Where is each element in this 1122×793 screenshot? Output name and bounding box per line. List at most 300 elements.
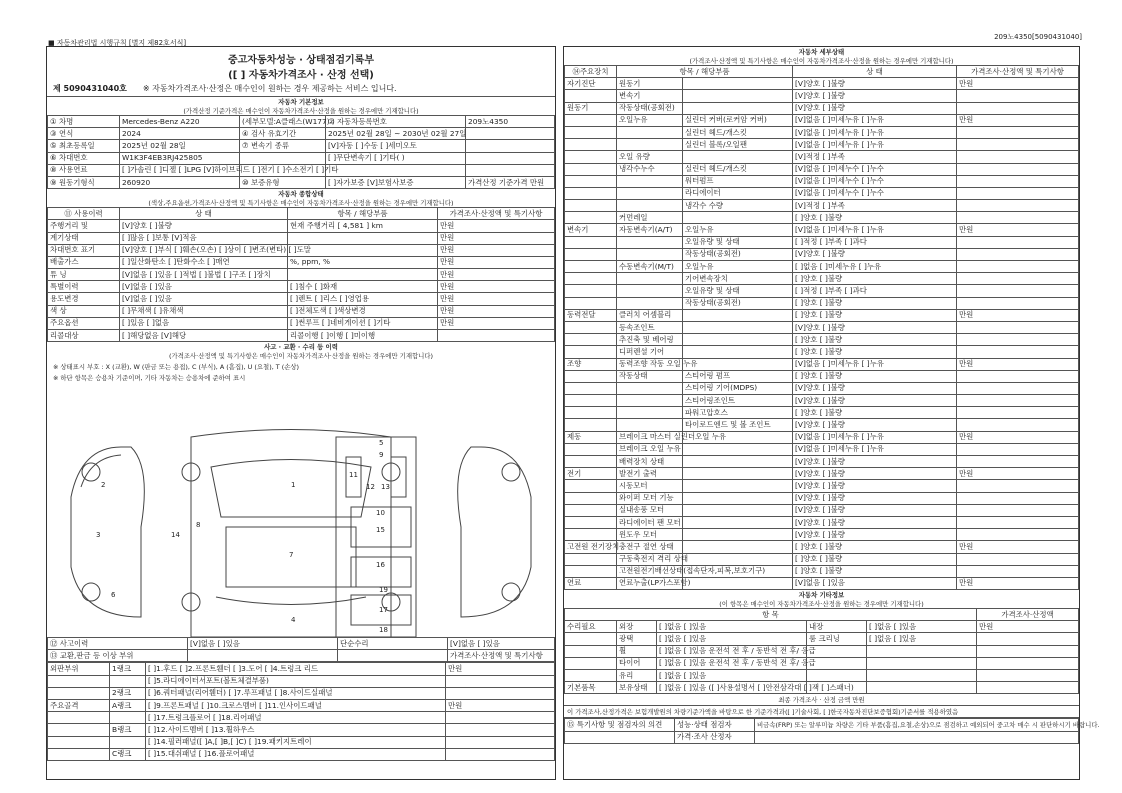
other-header-cell: 항 목 xyxy=(565,609,977,621)
summary-row-cell: 배출가스 xyxy=(48,256,120,268)
detail-row xyxy=(565,139,1079,151)
detail-row-cell: 스티어링 펌프 xyxy=(683,370,793,382)
detail-row-cell xyxy=(957,261,1079,273)
other-info-row-cell xyxy=(807,670,867,682)
summary-header-cell: 가격조사·산정액 및 특기사항 xyxy=(438,208,555,220)
parts-row-cell: C랭크 xyxy=(110,748,146,760)
parts-row xyxy=(48,663,555,675)
detail-row-cell xyxy=(617,297,683,309)
basic-info-row-cell: 209노4350 xyxy=(466,116,555,128)
document-number: 제 5090431040호 xyxy=(53,84,127,93)
detail-row xyxy=(565,285,1079,297)
form-subtitle: ([ ] 자동차가격조사 · 산정 선택) xyxy=(228,70,374,81)
detail-row xyxy=(565,529,1079,541)
other-header-cell: 가격조사·산정액 xyxy=(977,609,1079,621)
basic-info-row xyxy=(48,116,555,128)
diagram-label-15: 15 xyxy=(376,526,385,534)
summary-row-cell: [ ]침수 [ ]화재 xyxy=(288,281,438,293)
summary-row-cell: 만원 xyxy=(438,269,555,281)
detail-row-cell xyxy=(565,261,617,273)
parts-row xyxy=(48,699,555,711)
detail-row-cell: 기어변속장치 xyxy=(683,273,793,285)
detail-row-cell xyxy=(683,492,793,504)
basic-info-note: (가격산정 기준가격은 매수인이 자동차가격조사·산정을 원하는 경우에만 기재합니다) xyxy=(183,107,419,115)
summary-row-cell: 리콜이행 [ ]이행 [ ]미이행 xyxy=(288,330,438,342)
detail-row xyxy=(565,200,1079,212)
basic-info-row-cell: ② 자동차등록번호 xyxy=(326,116,466,128)
basic-info-row-cell: ⑧ 사용연료 xyxy=(48,164,120,176)
parts-row-cell xyxy=(48,736,110,748)
detail-row-cell xyxy=(957,407,1079,419)
summary-row-cell: 만원 xyxy=(438,281,555,293)
detail-row-cell: 만원 xyxy=(957,431,1079,443)
detail-row-cell xyxy=(957,236,1079,248)
detail-row xyxy=(565,565,1079,577)
other-info-row-cell xyxy=(977,682,1079,694)
summary-row-cell: [ ]일산화탄소 [ ]탄화수소 [ ]매연 xyxy=(120,256,288,268)
detail-row-cell: [V]없음 [ ]미세누유 [ ]누유 xyxy=(793,431,957,443)
detail-row-cell: [ ]적정 [ ]부족 [ ]과다 xyxy=(793,236,957,248)
diagram-label-6: 6 xyxy=(111,591,116,599)
detail-row-cell: 발전기 출력 xyxy=(617,468,683,480)
detail-row xyxy=(565,297,1079,309)
detail-row-cell xyxy=(957,102,1079,114)
detail-row-cell: [ ]양호 [ ]불량 xyxy=(793,370,957,382)
summary-header-row xyxy=(48,208,555,220)
detail-row-cell xyxy=(617,236,683,248)
detail-row-cell: [V]양호 [ ]불량 xyxy=(793,78,957,90)
detail-row-cell: [ ]양호 [ ]불량 xyxy=(793,334,957,346)
left-panel xyxy=(46,46,556,780)
diagram-label-5: 5 xyxy=(379,439,384,447)
detail-row xyxy=(565,504,1079,516)
other-info-row-cell: 유리 xyxy=(617,670,657,682)
basic-info-row-cell: [V]자동 [ ]수동 [ ]세미오토 xyxy=(326,140,466,152)
opinion-role: 가격·조사 산정자 xyxy=(675,731,755,743)
detail-row-cell xyxy=(957,321,1079,333)
other-info-row-cell: 외장 xyxy=(617,621,657,633)
detail-row-cell xyxy=(617,273,683,285)
parts-row-cell xyxy=(446,687,555,699)
basic-info-row-cell: 260920 xyxy=(120,176,240,188)
detail-row xyxy=(565,90,1079,102)
detail-row xyxy=(565,480,1079,492)
accident-row-cell: 단순수리 xyxy=(338,638,448,650)
detail-row-cell xyxy=(565,285,617,297)
detail-row-cell: [ ]양호 [ ]불량 xyxy=(793,407,957,419)
detail-row xyxy=(565,516,1079,528)
parts-table xyxy=(47,662,555,761)
detail-row-cell xyxy=(683,577,793,589)
summary-row-cell: 리콜대상 xyxy=(48,330,120,342)
parts-row-cell xyxy=(110,736,146,748)
other-info-row-cell xyxy=(565,645,617,657)
other-info-row-cell: 기본품목 xyxy=(565,682,617,694)
basic-info-row-cell xyxy=(466,140,555,152)
detail-row-cell xyxy=(683,553,793,565)
summary-row-cell xyxy=(288,232,438,244)
summary-row-cell: 만원 xyxy=(438,232,555,244)
detail-row-cell xyxy=(617,382,683,394)
detail-row-cell: [V]양호 [ ]불량 xyxy=(793,492,957,504)
basic-info-row-cell: 가격산정 기준가격 만원 xyxy=(466,176,555,188)
parts-row xyxy=(48,748,555,760)
basic-info-row-cell: ③ 연식 xyxy=(48,128,120,140)
detail-row-cell xyxy=(565,480,617,492)
detail-row-cell xyxy=(565,504,617,516)
detail-row-cell: 디퍼렌셜 기어 xyxy=(617,346,683,358)
other-info-row-cell: [ ]없음 [ ]있음 운전석 전 후 / 동반석 전 후/ 응급 xyxy=(657,645,807,657)
detail-row-cell xyxy=(683,456,793,468)
detail-row-cell: 스티어링 기어(MDPS) xyxy=(683,382,793,394)
basic-info-row-cell: 2025년 02월 28일 ~ 2030년 02월 27일 xyxy=(326,128,466,140)
detail-row-cell: 윈도우 모터 xyxy=(617,529,683,541)
diagram-label-7: 7 xyxy=(289,551,294,559)
detail-row-cell: 브레이크 오일 누유 xyxy=(617,443,683,455)
detail-row-cell: [ ]양호 [ ]불량 xyxy=(793,297,957,309)
detail-row-cell: 실린더 헤드/개스킷 xyxy=(683,126,793,138)
accident-row-cell: ⑫ 사고이력 xyxy=(48,638,188,650)
summary-row-cell: 주요옵션 xyxy=(48,317,120,329)
other-info-row-cell xyxy=(867,682,977,694)
detail-row xyxy=(565,78,1079,90)
accident-row-cell xyxy=(188,650,338,662)
detail-row-cell xyxy=(565,236,617,248)
detail-row-cell: [V]없음 [ ]미세누수 [ ]누수 xyxy=(793,187,957,199)
summary-row-cell: [ ]썬루프 [ ]네비게이션 [ ]기타 xyxy=(288,317,438,329)
detail-row xyxy=(565,431,1079,443)
basic-info-row-cell: ⑥ 차대번호 xyxy=(48,152,120,164)
detail-row-cell xyxy=(565,382,617,394)
other-info-row-cell: 수리필요 xyxy=(565,621,617,633)
opinion-label: ⑮ 특기사항 및 점검자의 의견 xyxy=(565,719,675,731)
detail-row-cell: 오일 유량 xyxy=(617,151,683,163)
parts-row-cell: 1랭크 xyxy=(110,663,146,675)
detail-row-cell xyxy=(565,346,617,358)
detail-row-cell xyxy=(957,273,1079,285)
detail-row xyxy=(565,224,1079,236)
detail-row-cell: 스티어링조인트 xyxy=(683,395,793,407)
summary-row-cell: [ ]있음 [ ]없음 xyxy=(120,317,288,329)
detail-note: (가격조사·산정액 및 특기사항은 매수인이 자동차가격조사·산정을 원하는 경우에만 기재합니다) xyxy=(689,57,954,65)
basic-info-row xyxy=(48,152,555,164)
diagram-label-8: 8 xyxy=(196,521,201,529)
detail-row xyxy=(565,151,1079,163)
detail-row-cell: [V]적정 [ ]부족 xyxy=(793,151,957,163)
basic-info-row-cell: ⑤ 최초등록일 xyxy=(48,140,120,152)
other-info-note: (이 항목은 매수인이 자동차가격조사·산정을 원하는 경우에만 기재합니다) xyxy=(719,600,924,609)
detail-row-cell xyxy=(957,139,1079,151)
detail-row-cell: 구동축전지 격리 상태 xyxy=(617,553,683,565)
detail-row-cell: 냉각수 수량 xyxy=(683,200,793,212)
detail-row-cell: [V]양호 [ ]불량 xyxy=(793,382,957,394)
detail-row-cell xyxy=(683,346,793,358)
basic-info-row-cell: ① 차명 xyxy=(48,116,120,128)
detail-row-cell xyxy=(565,395,617,407)
summary-row xyxy=(48,269,555,281)
parts-row-cell: [ ]15.대쉬패널 [ ]16.플로어패널 xyxy=(146,748,446,760)
detail-row-cell: [ ]양호 [ ]불량 xyxy=(793,553,957,565)
parts-row-cell: 만원 xyxy=(446,699,555,711)
detail-row-cell: 추진축 및 베어링 xyxy=(617,334,683,346)
detail-row-cell xyxy=(565,419,617,431)
detail-row-cell: 오일누유 xyxy=(617,114,683,126)
parts-row-cell xyxy=(110,712,146,724)
detail-row-cell xyxy=(565,139,617,151)
summary-row-cell: [ ]렌트 [ ]리스 [ ]영업용 xyxy=(288,293,438,305)
summary-row-cell: [ ]많음 [ ]보통 [V]적음 xyxy=(120,232,288,244)
detail-row-cell: 만원 xyxy=(957,541,1079,553)
summary-row-cell: 차대번호 표기 xyxy=(48,244,120,256)
detail-row-cell xyxy=(565,516,617,528)
detail-row-cell xyxy=(617,395,683,407)
detail-row-cell xyxy=(957,212,1079,224)
detail-row-cell: [V]양호 [ ]불량 xyxy=(793,395,957,407)
detail-row-cell xyxy=(617,407,683,419)
parts-row xyxy=(48,687,555,699)
parts-row-cell xyxy=(446,712,555,724)
other-info-row-cell xyxy=(867,670,977,682)
summary-row-cell: [ ]무채색 [ ]유채색 xyxy=(120,305,288,317)
detail-row-cell: 실내송풍 모터 xyxy=(617,504,683,516)
detail-row-cell: 만원 xyxy=(957,577,1079,589)
other-info-row xyxy=(565,621,1079,633)
detail-row-cell: [V]없음 [ ]미세누유 [ ]누유 xyxy=(793,139,957,151)
detail-row-cell: 만원 xyxy=(957,78,1079,90)
detail-row-cell xyxy=(957,492,1079,504)
detail-row-cell: 전기 xyxy=(565,468,617,480)
other-info-table xyxy=(564,608,1079,694)
detail-row-cell xyxy=(683,334,793,346)
form-title: 중고자동차성능 · 상태점검기록부 xyxy=(227,55,374,66)
parts-row-cell: A랭크 xyxy=(110,699,146,711)
detail-row-cell xyxy=(957,553,1079,565)
detail-row-cell xyxy=(957,382,1079,394)
detail-row-cell xyxy=(683,480,793,492)
detail-row-cell: [V]없음 [ ]미세누수 [ ]누수 xyxy=(793,163,957,175)
other-info-row xyxy=(565,645,1079,657)
detail-row-cell xyxy=(957,163,1079,175)
detail-row xyxy=(565,163,1079,175)
detail-row xyxy=(565,358,1079,370)
detail-row-cell: [ ]없음 [ ]미세누유 [ ]누유 xyxy=(793,261,957,273)
other-info-title: 자동차 기타정보 xyxy=(564,590,1079,599)
detail-row-cell xyxy=(683,529,793,541)
parts-row-cell: [ ]5.라디에이터서포트(볼트체결부품) xyxy=(146,675,446,687)
detail-row-cell: 워터펌프 xyxy=(683,175,793,187)
detail-row-cell xyxy=(617,175,683,187)
detail-row-cell xyxy=(565,334,617,346)
detail-row-cell: [V]양호 [ ]불량 xyxy=(793,504,957,516)
summary-title: 자동차 종합상태 xyxy=(47,189,555,198)
summary-row-cell: [V]양호 [ ]부식 [ ]훼손(오손) [ ]상이 [ ]변조(변타) [ ]도말 xyxy=(120,244,288,256)
detail-row-cell xyxy=(957,126,1079,138)
summary-row-cell: 용도변경 xyxy=(48,293,120,305)
detail-row-cell: 동력전달 xyxy=(565,309,617,321)
detail-row-cell: [V]양호 [ ]불량 xyxy=(793,516,957,528)
parts-row-cell: 만원 xyxy=(446,663,555,675)
detail-row-cell: [V]양호 [ ]불량 xyxy=(793,468,957,480)
parts-row-cell xyxy=(446,724,555,736)
detail-row-cell: [V]양호 [ ]불량 xyxy=(793,102,957,114)
summary-row xyxy=(48,244,555,256)
detail-row-cell: [V]양호 [ ]불량 xyxy=(793,419,957,431)
document-note: ※ 자동차가격조사·산정은 매수인이 원하는 경우 제공하는 서비스 입니다. xyxy=(142,84,397,93)
basic-info-row-cell: 2025년 02월 28일 xyxy=(120,140,240,152)
detail-row-cell xyxy=(957,529,1079,541)
diagram-label-2: 2 xyxy=(101,481,106,489)
detail-row-cell: 원동기 xyxy=(617,78,683,90)
detail-row-cell: 실린더 블록/오일팬 xyxy=(683,139,793,151)
other-info-row-cell xyxy=(867,657,977,669)
accident-row-cell: [V]없음 [ ]있음 xyxy=(448,638,555,650)
detail-row-cell xyxy=(617,419,683,431)
diagram-label-19: 19 xyxy=(379,586,388,594)
summary-row xyxy=(48,256,555,268)
basic-info-row-cell: [ ]자가보증 [V]보험사보증 xyxy=(326,176,466,188)
detail-row-cell: [V]없음 [ ]있음 xyxy=(793,577,957,589)
summary-row-cell: [V]없음 [ ]있음 xyxy=(120,281,288,293)
opinion-label xyxy=(565,731,675,743)
other-info-row-cell: 광택 xyxy=(617,633,657,645)
detail-row-cell: 오일유량 및 상태 xyxy=(683,236,793,248)
detail-row-cell xyxy=(957,565,1079,577)
summary-header-cell: ⑪ 사용이력 xyxy=(48,208,120,220)
detail-row-cell: [ ]양호 [ ]불량 xyxy=(793,273,957,285)
detail-row-cell: 만원 xyxy=(957,114,1079,126)
detail-row xyxy=(565,395,1079,407)
detail-row-cell xyxy=(565,151,617,163)
detail-row-cell: 커먼레일 xyxy=(617,212,683,224)
basic-info-row xyxy=(48,164,555,176)
summary-row-cell: [V]없음 [ ]있음 xyxy=(120,293,288,305)
basic-info-row xyxy=(48,128,555,140)
detail-row xyxy=(565,321,1079,333)
accident-table xyxy=(47,637,555,662)
accident-row-cell xyxy=(338,650,448,662)
summary-row-cell: %, ppm, % xyxy=(288,256,438,268)
detail-row-cell xyxy=(957,395,1079,407)
summary-row-cell: [ ]해당없음 [V]해당 xyxy=(120,330,288,342)
parts-row-cell: [ ]1.후드 [ ]2.프론트휀더 [ ]3.도어 [ ]4.트렁크 리드 xyxy=(146,663,446,675)
summary-row-cell: [ ]전체도색 [ ]색상변경 xyxy=(288,305,438,317)
detail-row-cell: [ ]양호 [ ]불량 xyxy=(793,309,957,321)
diagram-label-11: 11 xyxy=(349,471,358,479)
detail-header-cell: 상 태 xyxy=(793,66,957,78)
detail-header-cell: ⑭주요장치 xyxy=(565,66,617,78)
parts-row-cell xyxy=(48,712,110,724)
detail-row-cell xyxy=(565,370,617,382)
parts-row-cell: B랭크 xyxy=(110,724,146,736)
detail-row-cell: [V]양호 [ ]불량 xyxy=(793,456,957,468)
basic-info-row-cell: ⑦ 변속기 종류 xyxy=(240,140,326,152)
other-info-row-cell: [ ]없음 [ ]있음 xyxy=(657,621,807,633)
other-info-row-cell: [ ]없음 [ ]있음 xyxy=(657,670,807,682)
detail-header-cell: 항목 / 해당부품 xyxy=(617,66,793,78)
detail-row-cell: [V]없음 [ ]미세누수 [ ]누수 xyxy=(793,175,957,187)
detail-row-cell: 변속기 xyxy=(617,90,683,102)
basic-info-row-cell xyxy=(240,152,326,164)
detail-row-cell xyxy=(565,297,617,309)
detail-row-cell: 고전원 전기장치 xyxy=(565,541,617,553)
detail-row xyxy=(565,175,1079,187)
detail-row-cell xyxy=(957,370,1079,382)
detail-row-cell: 오일누유 xyxy=(683,224,793,236)
detail-row-cell: 클러치 어셈블리 xyxy=(617,309,683,321)
detail-row-cell xyxy=(617,139,683,151)
detail-row-cell: 자동변속기(A/T) xyxy=(617,224,683,236)
parts-row-cell xyxy=(446,748,555,760)
other-info-row-cell: 휠 xyxy=(617,645,657,657)
other-info-row-cell: [ ]없음 [ ]있음 xyxy=(867,621,977,633)
detail-row-cell xyxy=(565,248,617,260)
basic-info-row-cell xyxy=(466,128,555,140)
other-info-row-cell: 타이어 xyxy=(617,657,657,669)
detail-row-cell: [V]적정 [ ]부족 xyxy=(793,200,957,212)
summary-row-cell: 만원 xyxy=(438,293,555,305)
basic-info-row-cell: (세부모델:A클래스(W177) ) xyxy=(240,116,326,128)
detail-header-cell: 가격조사·산정액 및 특기사항 xyxy=(957,66,1079,78)
detail-row xyxy=(565,126,1079,138)
summary-row xyxy=(48,232,555,244)
detail-row-cell xyxy=(565,456,617,468)
summary-header-cell: 상 태 xyxy=(120,208,288,220)
detail-row-cell xyxy=(957,187,1079,199)
detail-row-cell xyxy=(565,187,617,199)
detail-row-cell xyxy=(683,443,793,455)
detail-row-cell xyxy=(565,492,617,504)
parts-row-cell: [ ]14.필러패널([ ]A,[ ]B,[ ]C) [ ]19.패키지트레이 xyxy=(146,736,446,748)
detail-row-cell xyxy=(565,163,617,175)
accident-row-cell: 가격조사·산정액 및 특기사항 xyxy=(448,650,555,662)
basic-info-row-cell: ⑨ 원동기형식 xyxy=(48,176,120,188)
detail-row-cell xyxy=(957,334,1079,346)
detail-row xyxy=(565,492,1079,504)
parts-row-cell xyxy=(48,687,110,699)
detail-row xyxy=(565,261,1079,273)
summary-row xyxy=(48,281,555,293)
detail-row-cell: 등속조인트 xyxy=(617,321,683,333)
detail-row-cell xyxy=(683,90,793,102)
summary-row-cell: 만원 xyxy=(438,256,555,268)
detail-row xyxy=(565,346,1079,358)
parts-row-cell xyxy=(446,736,555,748)
detail-row-cell xyxy=(683,309,793,321)
final-price-note: 이 가격조사,산정가격은 보험개발원의 차량기준가액을 바탕으로 한 기준가격과([ ]기술사회, [ ]한국자동차진단보증협회)기준서를 적용하였음 xyxy=(564,706,1079,718)
detail-row-cell: [ ]양호 [ ]불량 xyxy=(793,565,957,577)
detail-row-cell xyxy=(683,78,793,90)
detail-row-cell: [V]양호 [ ]불량 xyxy=(793,480,957,492)
document-id: 209노4350[5090431040] xyxy=(994,33,1082,41)
parts-row-cell xyxy=(110,675,146,687)
detail-row-cell: 제동 xyxy=(565,431,617,443)
vehicle-legend: ※ 하단 항목은 승용차 기준이며, 기타 자동차는 승용차에 준하여 표시 xyxy=(53,374,246,383)
detail-row-cell: 오일누유 xyxy=(683,261,793,273)
right-panel xyxy=(563,46,1100,780)
detail-row-cell xyxy=(957,516,1079,528)
detail-row-cell xyxy=(683,212,793,224)
detail-row xyxy=(565,212,1079,224)
diagram-label-17: 17 xyxy=(379,606,388,614)
detail-row-cell xyxy=(617,200,683,212)
basic-info-row-cell: W1K3F4EB3RJ425805 xyxy=(120,152,240,164)
detail-row-cell xyxy=(565,114,617,126)
summary-row xyxy=(48,220,555,232)
detail-row-cell: [V]양호 [ ]불량 xyxy=(793,90,957,102)
detail-row-cell xyxy=(957,480,1079,492)
detail-row-cell: [V]양호 [ ]불량 xyxy=(793,321,957,333)
basic-info-row-cell xyxy=(466,152,555,164)
